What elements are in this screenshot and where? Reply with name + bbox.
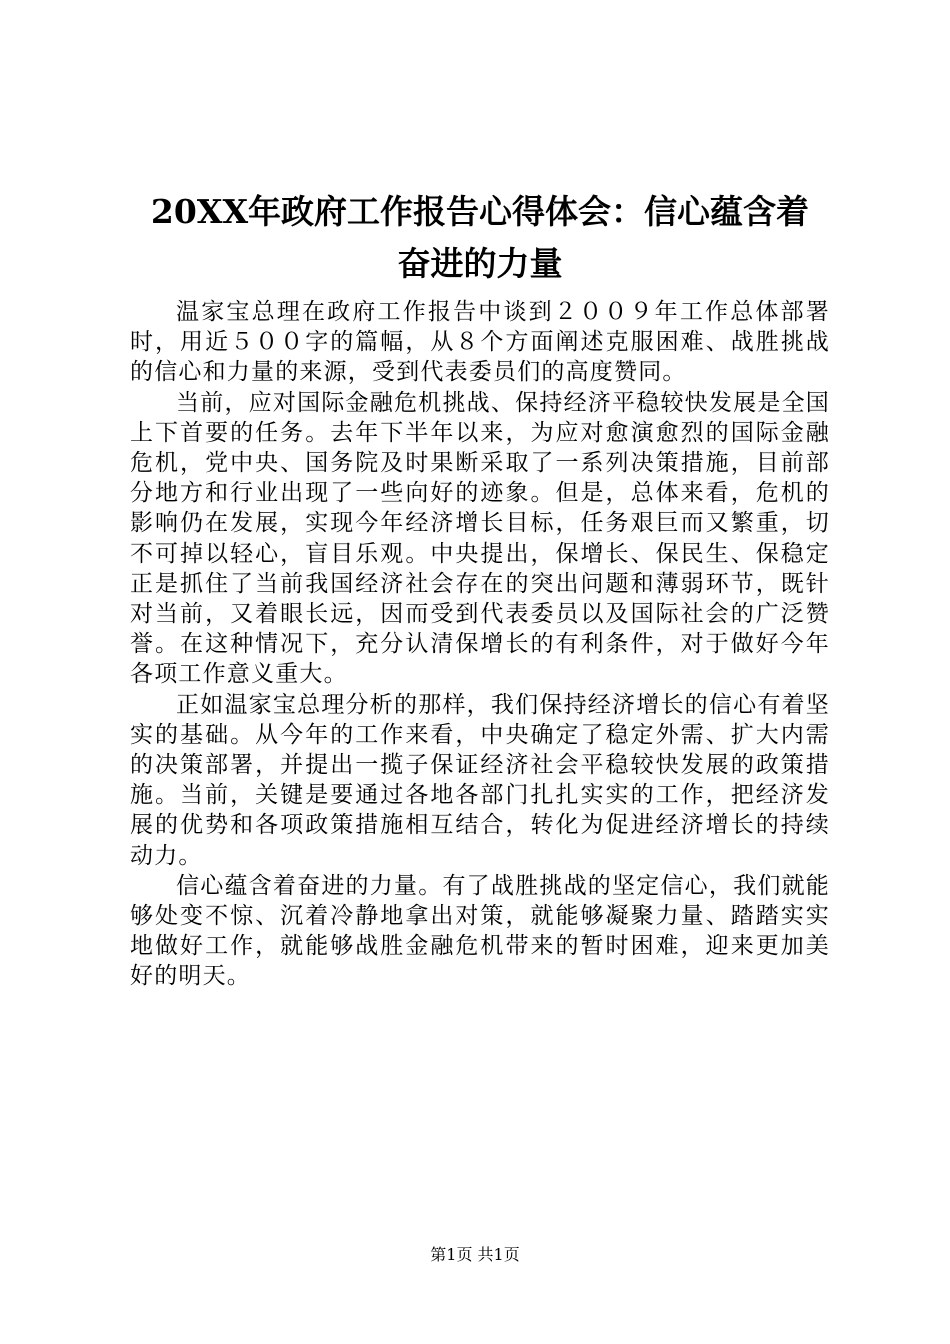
page-footer <box>0 1244 950 1266</box>
document-title <box>130 186 830 290</box>
body-paragraph-4: 信心蕴含着奋进的力量。有了战胜挑战的坚定信心，我们就能够处变不惊、沉着冷静地拿出对策，就能够凝聚力量、踏踏实实地做好工作，就能够战胜金融危机带来的暂时困难，迎来更加美好的明天。 <box>130 872 830 990</box>
body-paragraph-1: 温家宝总理在政府工作报告中谈到２００９年工作总体部署时，用近５００字的篇幅，从８个方面阐述克服困难、战胜挑战的信心和力量的来源，受到代表委员们的高度赞同。 <box>130 299 830 386</box>
page-number: 第1页 共1页 <box>430 1245 520 1264</box>
body-paragraph-3: 正如温家宝总理分析的那样，我们保持经济增长的信心有着坚实的基础。从今年的工作来看，中央确定了稳定外需、扩大内需的决策部署，并提出一揽子保证经济社会平稳较快发展的政策措施。当前，关键是要通过各地各部门扎扎实实的工作，把经济发展的优势和各项政策措施相互结合，转化为促进经济增长的持续动力。 <box>130 691 830 869</box>
title-line-2: 奋进的力量 <box>397 244 563 283</box>
body-paragraph-2: 当前，应对国际金融危机挑战、保持经济平稳较快发展是全国上下首要的任务。去年下半年以来，为应对愈演愈烈的国际金融危机，党中央、国务院及时果断采取了一系列决策措施，目前部分地方和行业出现了一些向好的迹象。但是，总体来看，危机的影响仍在发展，实现今年经济增长目标，任务艰巨而又繁重，切不可掉以轻心，盲目乐观。中央提出，保增长、保民生、保稳定正是抓住了当前我国经济社会存在的突出问题和薄弱环节，既针对当前，又着眼长远，因而受到代表委员以及国际社会的广泛赞誉。在这种情况下，充分认清保增长的有利条件，对于做好今年各项工作意义重大。 <box>130 389 830 688</box>
document-body <box>130 297 830 992</box>
title-line-1: 20XX年政府工作报告心得体会：信心蕴含着 <box>150 192 810 231</box>
